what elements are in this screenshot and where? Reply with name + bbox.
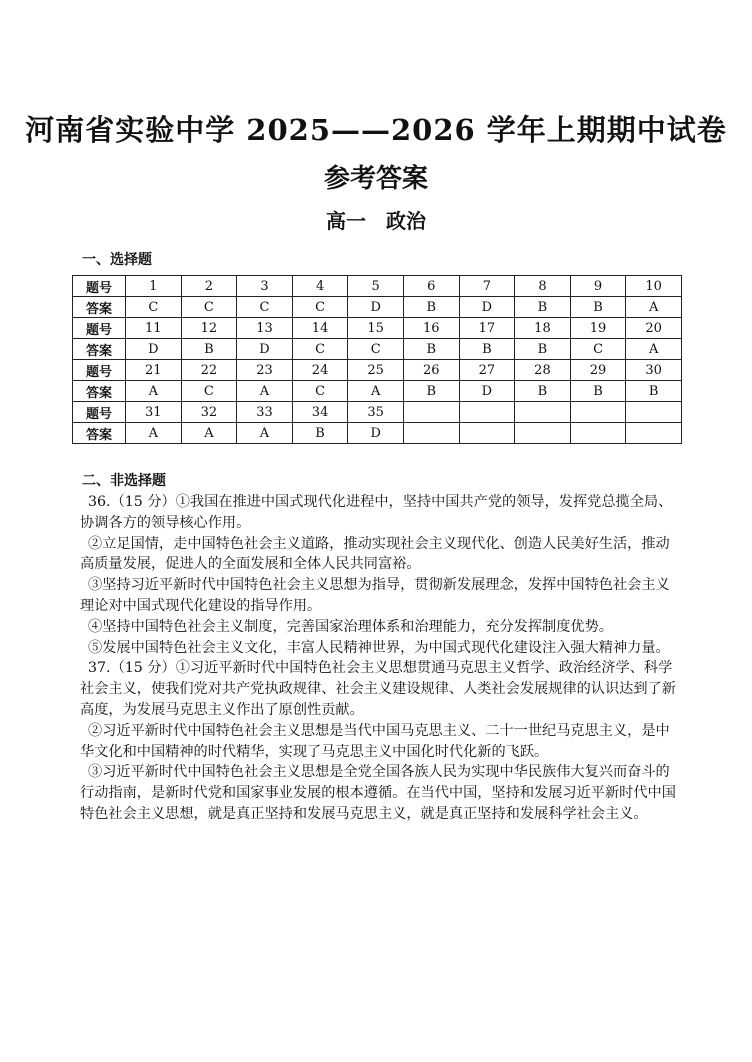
question-number-cell: 8 — [515, 276, 571, 297]
answer-letter-cell: C — [292, 381, 348, 402]
question-number-cell: 23 — [237, 360, 293, 381]
answer-paragraph: 36.（15 分）①我国在推进中国式现代化进程中，坚持中国共产党的领导，发挥党总揽全局、协调各方的领导核心作用。 — [80, 494, 673, 531]
question-number-cell: 22 — [181, 360, 237, 381]
answer-letter-cell: A — [126, 423, 182, 444]
question-number-cell — [515, 402, 571, 423]
answer-letter-cell: D — [348, 297, 404, 318]
question-number-cell: 5 — [348, 276, 404, 297]
question-number-cell: 29 — [570, 360, 626, 381]
question-number-cell: 14 — [292, 318, 348, 339]
question-number-cell — [459, 402, 515, 423]
question-number-cell: 15 — [348, 318, 404, 339]
row-label-answer: 答案 — [73, 423, 126, 444]
question-number-cell: 2 — [181, 276, 237, 297]
question-number-cell: 19 — [570, 318, 626, 339]
question-number-cell: 26 — [403, 360, 459, 381]
question-number-cell: 21 — [126, 360, 182, 381]
question-number-cell — [570, 402, 626, 423]
row-label-answer: 答案 — [73, 297, 126, 318]
answer-letter-cell: C — [292, 297, 348, 318]
question-number-cell: 24 — [292, 360, 348, 381]
answer-letter-cell: C — [181, 381, 237, 402]
question-number-cell: 27 — [459, 360, 515, 381]
answer-paragraph: 37.（15 分）①习近平新时代中国特色社会主义思想贯通马克思主义哲学、政治经济学、科学社会主义，使我们党对共产党执政规律、社会主义建设规律、人类社会发展规律的认识达到了新高度，为发展马克思主义作出了原创性贡献。 — [80, 660, 676, 718]
answer-letter-cell: B — [403, 339, 459, 360]
answer-letter-cell: C — [292, 339, 348, 360]
row-label-answer: 答案 — [73, 339, 126, 360]
answer-letter-cell — [403, 423, 459, 444]
question-number-cell: 32 — [181, 402, 237, 423]
question-number-cell: 3 — [237, 276, 293, 297]
answer-letter-cell: D — [237, 339, 293, 360]
answer-row — [73, 423, 682, 444]
answer-letter-cell: B — [515, 339, 571, 360]
question-number-cell — [626, 402, 682, 423]
answer-letter-cell: A — [626, 297, 682, 318]
answer-letter-cell: B — [459, 339, 515, 360]
answer-letter-cell: B — [626, 381, 682, 402]
answer-letter-cell: D — [348, 423, 404, 444]
question-number-cell: 16 — [403, 318, 459, 339]
answer-row — [73, 297, 682, 318]
answer-letter-cell: B — [403, 297, 459, 318]
question-number-cell: 30 — [626, 360, 682, 381]
answer-letter-cell — [515, 423, 571, 444]
answer-letter-cell — [570, 423, 626, 444]
answer-letter-cell: A — [237, 423, 293, 444]
question-number-cell: 20 — [626, 318, 682, 339]
answer-letter-cell: A — [181, 423, 237, 444]
answer-key-subtitle: 参考答案 — [323, 164, 428, 194]
open-answers — [80, 492, 676, 825]
row-label-answer: 答案 — [73, 381, 126, 402]
answer-row — [73, 339, 682, 360]
question-number-cell: 4 — [292, 276, 348, 297]
answer-letter-cell: C — [237, 297, 293, 318]
row-label-question: 题号 — [73, 360, 126, 381]
question-number-cell: 35 — [348, 402, 404, 423]
question-number-row — [73, 402, 682, 423]
answer-paragraph: ②习近平新时代中国特色社会主义思想是当代中国马克思主义、二十一世纪马克思主义，是中华文化和中国精神的时代精华，实现了马克思主义中国化时代化新的飞跃。 — [80, 722, 670, 760]
row-label-question: 题号 — [73, 276, 126, 297]
question-number-row — [73, 276, 682, 297]
answer-letter-cell: B — [403, 381, 459, 402]
answer-letter-cell — [626, 423, 682, 444]
answer-letter-cell: D — [126, 339, 182, 360]
answer-letter-cell: C — [181, 297, 237, 318]
row-label-question: 题号 — [73, 402, 126, 423]
answer-letter-cell: C — [570, 339, 626, 360]
row-label-question: 题号 — [73, 318, 126, 339]
answer-letter-cell: B — [570, 297, 626, 318]
answer-paragraph: ③坚持习近平新时代中国特色社会主义思想为指导，贯彻新发展理念，发挥中国特色社会主义理论对中国式现代化建设的指导作用。 — [80, 577, 670, 614]
answer-paragraph: ②立足国情，走中国特色社会主义道路，推动实现社会主义现代化、创造人民美好生活，推动高质量发展，促进人的全面发展和全体人民共同富裕。 — [80, 535, 670, 573]
section-heading-open: 二、非选择题 — [82, 473, 166, 489]
answer-letter-cell: B — [515, 297, 571, 318]
question-number-cell: 33 — [237, 402, 293, 423]
answer-letter-cell: D — [459, 381, 515, 402]
question-number-cell: 11 — [126, 318, 182, 339]
answer-letter-cell: A — [237, 381, 293, 402]
answer-table — [72, 275, 682, 444]
question-number-cell: 7 — [459, 276, 515, 297]
question-number-row — [73, 318, 682, 339]
question-number-cell: 17 — [459, 318, 515, 339]
question-number-cell — [403, 402, 459, 423]
question-number-cell: 10 — [626, 276, 682, 297]
answer-paragraph: ⑤发展中国特色社会主义文化，丰富人民精神世界，为中国式现代化建设注入强大精神力量。 — [88, 639, 670, 656]
answer-letter-cell: A — [626, 339, 682, 360]
question-number-cell: 13 — [237, 318, 293, 339]
question-number-cell: 9 — [570, 276, 626, 297]
answer-paragraph: ③习近平新时代中国特色社会主义思想是全党全国各族人民为实现中华民族伟大复兴而奋斗的行动指南，是新时代党和国家事业发展的根本遵循。在当代中国，坚持和发展习近平新时代中国特色社会主义思想，就是真正坚持和发展马克思主义，就是真正坚持和发展科学社会主义。 — [80, 764, 676, 822]
question-number-cell: 1 — [126, 276, 182, 297]
question-number-cell: 6 — [403, 276, 459, 297]
answer-letter-cell: D — [459, 297, 515, 318]
answer-letter-cell: A — [126, 381, 182, 402]
answer-letter-cell — [459, 423, 515, 444]
question-number-cell: 18 — [515, 318, 571, 339]
answer-letter-cell: B — [181, 339, 237, 360]
answer-letter-cell: B — [515, 381, 571, 402]
answer-letter-cell: C — [126, 297, 182, 318]
question-number-cell: 28 — [515, 360, 571, 381]
question-number-row — [73, 360, 682, 381]
answer-letter-cell: A — [348, 381, 404, 402]
grade-subject: 高一 政治 — [326, 209, 426, 233]
answer-row — [73, 381, 682, 402]
question-number-cell: 34 — [292, 402, 348, 423]
answer-letter-cell: B — [570, 381, 626, 402]
section-heading-choice: 一、选择题 — [82, 252, 152, 268]
answer-letter-cell: C — [348, 339, 404, 360]
exam-title: 河南省实验中学 2025——2026 学年上期期中试卷 — [25, 113, 727, 147]
question-number-cell: 25 — [348, 360, 404, 381]
answer-paragraph: ④坚持中国特色社会主义制度，完善国家治理体系和治理能力，充分发挥制度优势。 — [88, 618, 613, 635]
question-number-cell: 12 — [181, 318, 237, 339]
question-number-cell: 31 — [126, 402, 182, 423]
answer-letter-cell: B — [292, 423, 348, 444]
